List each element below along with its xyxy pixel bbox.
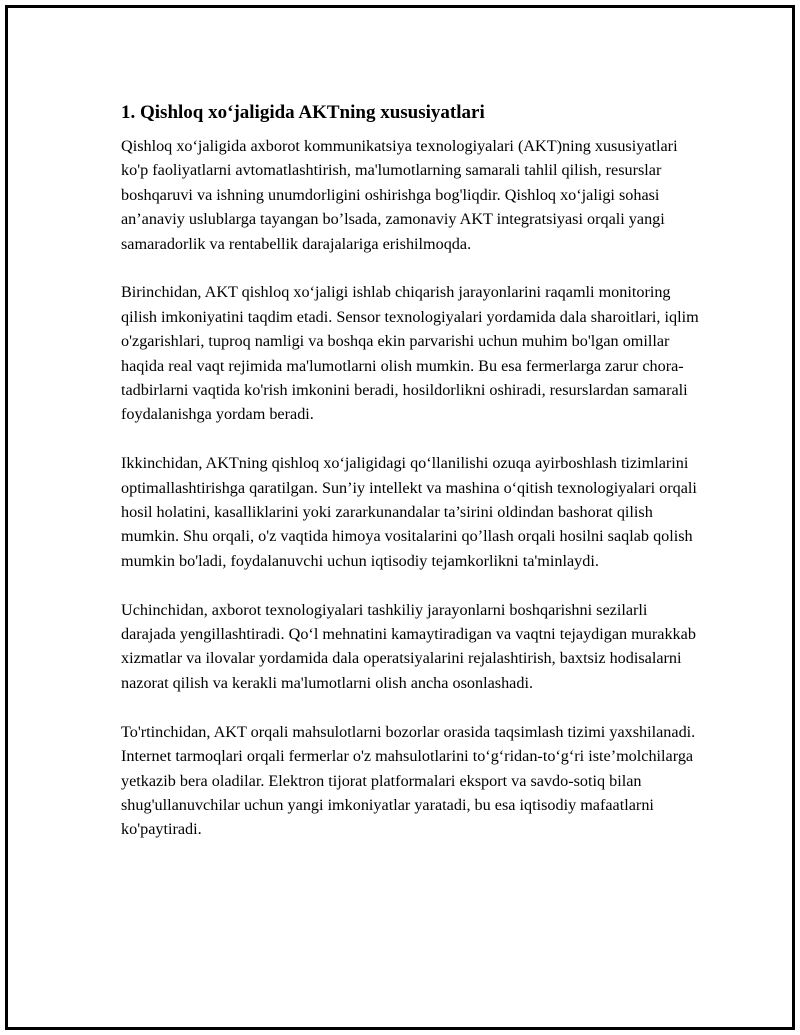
paragraph-fourth: To'rtinchidan, AKT orqali mahsulotlarni bozorlar orasida taqsimlash tizimi yaxshilanadi. Internet tarmoqlari orqali fermerlar o'z mahsulotlarini to‘g‘ridan-to‘g‘ri iste’molchilarga yetkazib bera oladilar. Elektron tijorat platformalari eksport va savdo-sotiq bilan shug'ullanuvchilar uchun yangi imkoniyatlar yaratadi, bu esa iqtisodiy mafaatlarni ko'paytiradi. bbox=[121, 722, 696, 839]
paragraph-intro: Qishloq xo‘jaligida axborot kommunikatsiya texnologiyalari (AKT)ning xususiyatlari ko'p faoliyatlarni avtomatlashtirish, ma'lumotlarning samarali tahlil qilish, resurslar boshqaruvi va ishning unumdorligini oshirishga bog'liqdir. Qishloq xo‘jaligi sohasi an’anaviy uslublarga tayangan bo’lsada, zamonaviy AKT integratsiyasi orqali yangi samaradorlik va rentabellik darajalariga erishilmoqda. bbox=[121, 137, 678, 253]
document-body bbox=[121, 100, 701, 866]
page-frame bbox=[5, 5, 795, 1030]
paragraph-first: Birinchidan, AKT qishloq xo‘jaligi ishlab chiqarish jarayonlarini raqamli monitoring qilish imkoniyatini taqdim etadi. Sensor texnologiyalari yordamida dala sharoitlari, iqlim o'zgarishlari, tuproq namligi va boshqa ekin parvarishi uchun muhim bo'lgan omillar haqida real vaqt rejimida ma'lumotlarni olish mumkin. Bu esa fermerlarga zarur chora-tadbirlarni vaqtida ko'rish imkonini beradi, hosildorlikni oshiradi, resurslardan samarali foydalanishga yordam beradi. bbox=[121, 283, 699, 424]
section-heading: 1. Qishloq xo‘jaligida AKTning xususiyatlari bbox=[121, 102, 485, 123]
paragraph-second: Ikkinchidan, AKTning qishloq xo‘jaligidagi qo‘llanilishi ozuqa ayirboshlash tizimlarini optimallashtirishga qaratilgan. Sun’iy intellekt va mashina o‘qitish texnologiyalari orqali hosil holatini, kasalliklarini yoki zararkunandalar ta’sirini oldindan bashorat qilish mumkin. Shu orqali, o'z vaqtida himoya vositalarini qo’llash orqali hosilni saqlab qolish mumkin bo'ladi, foydalanuvchi uchun iqtisodiy tejamkorlikni ta'minlaydi. bbox=[121, 454, 697, 570]
paragraph-third: Uchinchidan, axborot texnologiyalari tashkiliy jarayonlarni boshqarishni sezilarli darajada yengillashtiradi. Qo‘l mehnatini kamaytiradigan va vaqtni tejaydigan murakkab xizmatlar va ilovalar yordamida dala operatsiyalarini rejalashtirish, baxtsiz hodisalarni nazorat qilish va kerakli ma'lumotlarni olish ancha osonlashadi. bbox=[121, 600, 696, 692]
